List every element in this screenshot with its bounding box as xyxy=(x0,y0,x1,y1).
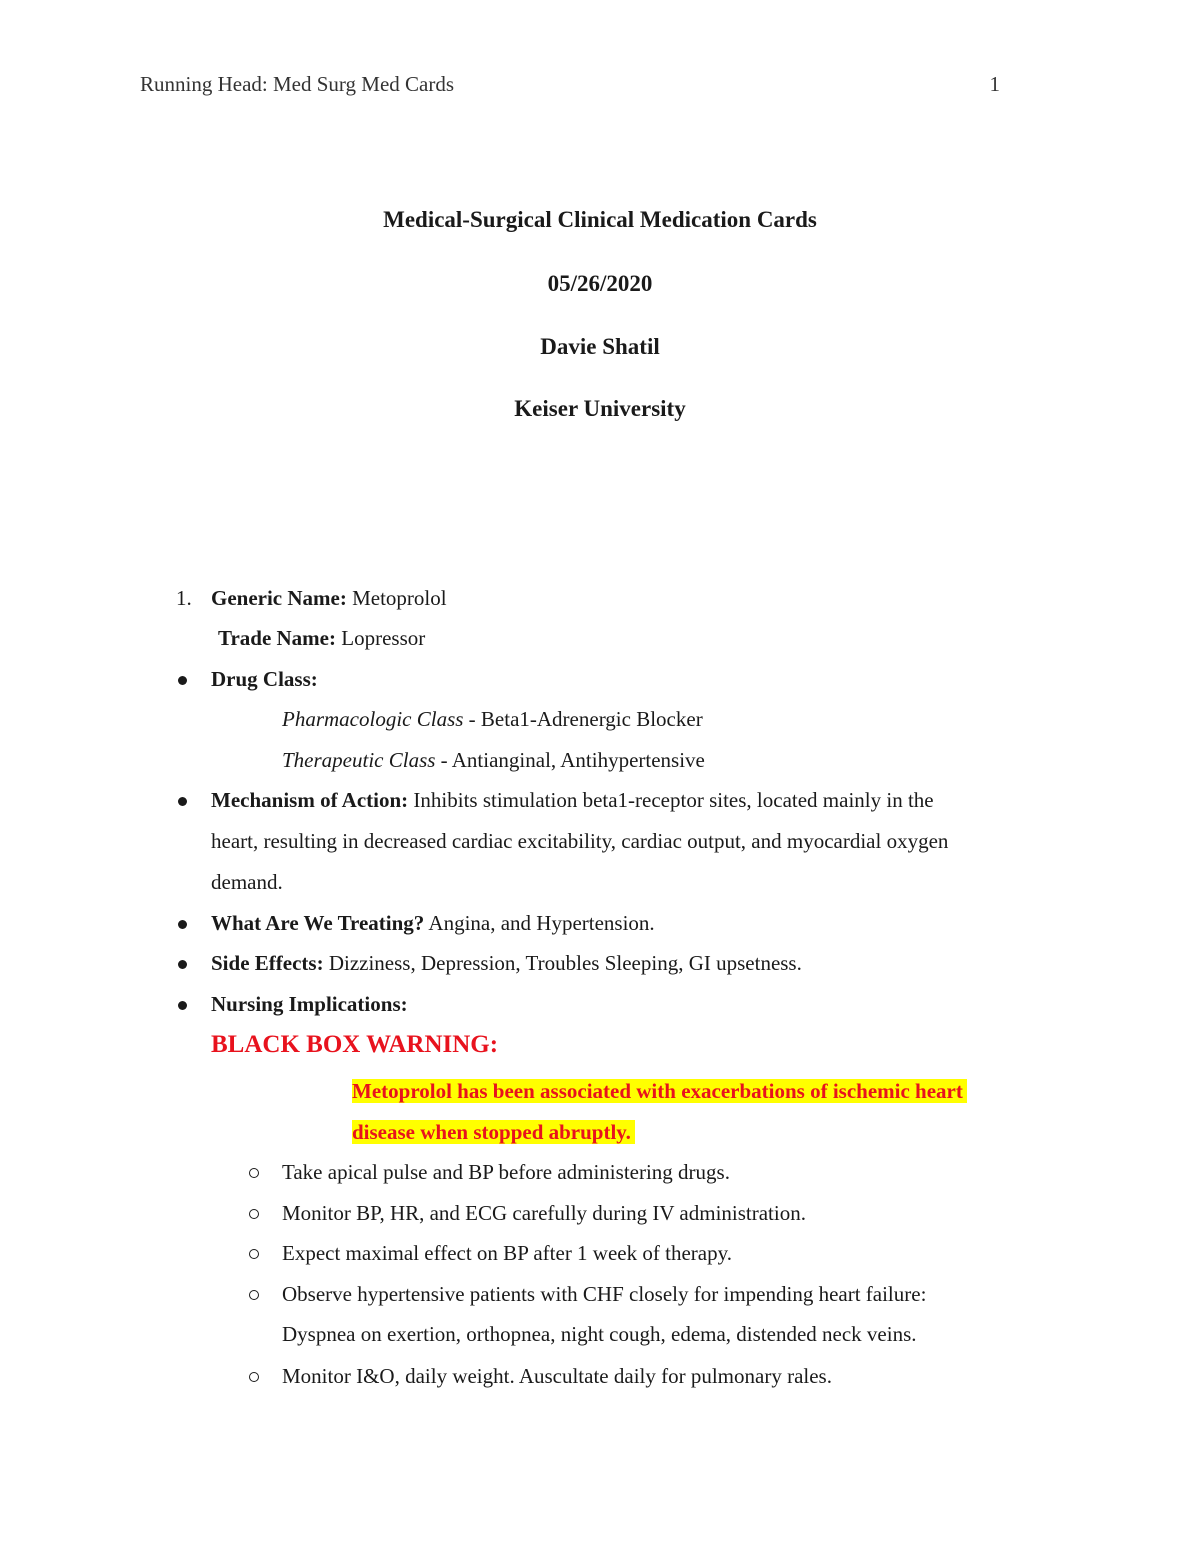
document-title: Medical-Surgical Clinical Medication Cards xyxy=(383,207,817,232)
pharmacologic-class-value: - Beta1-Adrenergic Blocker xyxy=(463,707,703,731)
black-box-warning-title: BLACK BOX WARNING: xyxy=(211,1031,499,1058)
therapeutic-class-label: Therapeutic Class xyxy=(282,748,436,772)
list-number: 1. xyxy=(176,586,192,610)
circle-bullet-icon xyxy=(249,1290,259,1300)
warning-text-1 xyxy=(352,1079,967,1104)
treating-row xyxy=(211,911,655,936)
mechanism-text-1: Inhibits stimulation beta1-receptor sites, located mainly in the xyxy=(408,788,934,812)
mechanism-text-3: demand. xyxy=(211,870,283,894)
circle-bullet-icon xyxy=(249,1372,259,1382)
trade-name-value: Lopressor xyxy=(336,626,426,650)
bullet-icon xyxy=(178,1001,187,1010)
side-effects-row xyxy=(211,951,802,976)
treating-label: What Are We Treating? xyxy=(211,911,425,935)
trade-name-label: Trade Name: xyxy=(218,626,336,650)
generic-name-row xyxy=(211,586,447,611)
generic-name-value: Metoprolol xyxy=(346,586,447,610)
pharmacologic-class-row xyxy=(282,707,703,732)
institution-name: Keiser University xyxy=(514,396,686,421)
implication-item: Monitor BP, HR, and ECG carefully during IV administration. xyxy=(282,1201,806,1225)
therapeutic-class-row xyxy=(282,748,705,773)
mechanism-row xyxy=(211,788,934,813)
implication-item: Monitor I&O, daily weight. Auscultate daily for pulmonary rales. xyxy=(282,1364,832,1388)
implication-item: Take apical pulse and BP before administering drugs. xyxy=(282,1160,730,1184)
bullet-icon xyxy=(178,920,187,929)
treating-value: Angina, and Hypertension. xyxy=(424,911,655,935)
circle-bullet-icon xyxy=(249,1168,259,1178)
circle-bullet-icon xyxy=(249,1209,259,1219)
warning-highlight-2: disease when stopped abruptly. xyxy=(352,1120,635,1144)
trade-name-row xyxy=(218,626,425,651)
mechanism-label: Mechanism of Action: xyxy=(211,788,409,812)
therapeutic-class-value: - Antianginal, Antihypertensive xyxy=(435,748,705,772)
document-date: 05/26/2020 xyxy=(547,271,653,296)
implication-item: Observe hypertensive patients with CHF closely for impending heart failure: xyxy=(282,1282,927,1306)
running-head: Running Head: Med Surg Med Cards xyxy=(140,72,455,96)
circle-bullet-icon xyxy=(249,1249,259,1259)
warning-text-2 xyxy=(352,1120,635,1145)
mechanism-text-2: heart, resulting in decreased cardiac excitability, cardiac output, and myocardial oxygen xyxy=(211,829,949,853)
nursing-implications-label: Nursing Implications: xyxy=(211,992,408,1016)
warning-highlight-1: Metoprolol has been associated with exacerbations of ischemic heart xyxy=(352,1079,967,1103)
drug-class-label: Drug Class: xyxy=(211,667,318,691)
generic-name-label: Generic Name: xyxy=(211,586,347,610)
bullet-icon xyxy=(178,676,187,685)
implication-item: Expect maximal effect on BP after 1 week of therapy. xyxy=(282,1241,732,1265)
side-effects-value: Dizziness, Depression, Troubles Sleeping, GI upsetness. xyxy=(323,951,802,975)
implication-item-continued: Dyspnea on exertion, orthopnea, night cough, edema, distended neck veins. xyxy=(282,1322,917,1346)
pharmacologic-class-label: Pharmacologic Class xyxy=(282,707,464,731)
side-effects-label: Side Effects: xyxy=(211,951,324,975)
bullet-icon xyxy=(178,960,187,969)
author-name: Davie Shatil xyxy=(540,334,660,359)
bullet-icon xyxy=(178,797,187,806)
page-number: 1 xyxy=(989,72,1000,96)
